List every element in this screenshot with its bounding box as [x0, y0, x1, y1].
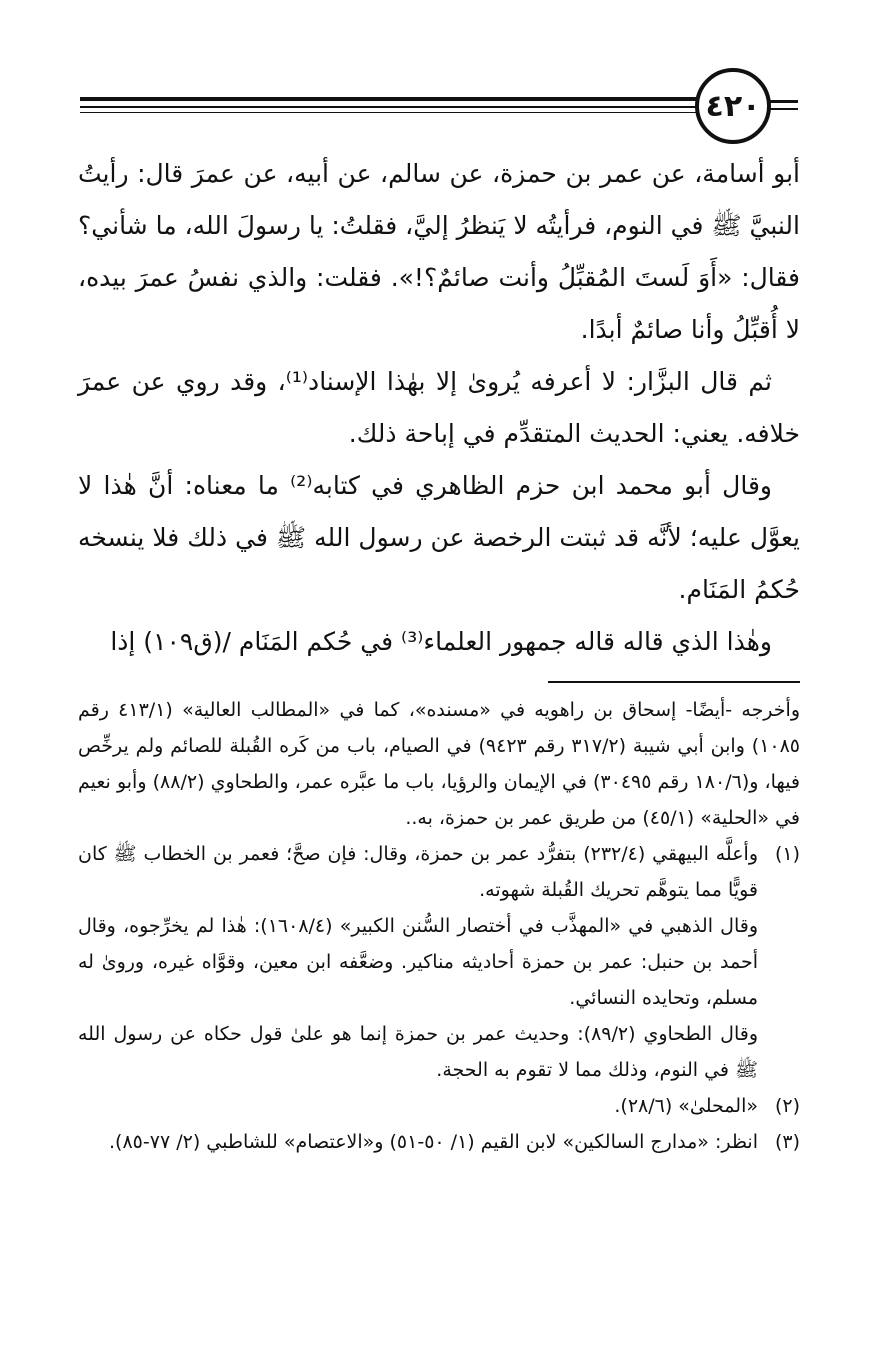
footnote-number: (٢): [774, 1095, 800, 1117]
footnote-number: (٣): [774, 1131, 800, 1153]
footnote-text: وأعلَّه البيهقي (٢٣٢/٤) بتفرُّد عمر بن حمزة، وقال: فإن صحَّ؛ فعمر بن الخطاب ﷺ كان قويًّا مما يتوهَّم تحريك القُبلة شهوته.: [78, 843, 759, 901]
footnote-3: [78, 1124, 800, 1160]
header-rule-right: [770, 100, 798, 103]
header-rule-thin: [80, 112, 700, 113]
paragraph: وهٰذا الذي قاله قاله جمهور العلماء⁽³⁾ في حُكم المَنَام /(ق١٠٩) إذا: [110, 627, 772, 656]
paragraph: أبو أسامة، عن عمر بن حمزة، عن سالم، عن أبيه، عن عمرَ قال: رأيتُ النبيَّ ﷺ في النوم، فرأيتُه لا يَنظرُ إليَّ، فقلتُ: يا رسولَ الله، ما شأني؟ فقال: «أَوَ لَستَ المُقبِّلُ وأنت صائمٌ؟!». فقلت: والذي نفسُ عمرَ بيده، لا أُقبِّلُ وأنا صائمٌ أبدًا.: [78, 159, 800, 344]
page-number-badge: [695, 68, 771, 144]
footnote-divider: [548, 681, 800, 683]
footnote-continuation: وقال الذهبي في «المهذَّب في أختصار السُّنن الكبير» (١٦٠٨/٤): هٰذا لم يخرِّجوه، وقال أحمد بن حنبل: عمر بن حمزة أحاديثه مناكير. وضعَّفه ابن معين، وقوَّاه غيره، وروىٰ له مسلم، وتحايده النسائي.: [78, 915, 758, 1009]
paragraph: ثم قال البزَّار: لا أعرفه يُروىٰ إلا بهٰذا الإسناد⁽¹⁾، وقد روي عن عمرَ خلافه. يعني: الحديث المتقدِّم في إباحة ذلك.: [78, 367, 800, 448]
footnotes: [78, 692, 800, 1160]
footnote-continuation: وقال الطحاوي (٨٩/٢): وحديث عمر بن حمزة إنما هو علىٰ قول حكاه عن رسول الله ﷺ في النوم، وذلك مما لا تقوم به الحجة.: [78, 1023, 758, 1081]
footnote-1: [78, 836, 800, 908]
paragraph: وقال أبو محمد ابن حزم الظاهري في كتابه⁽²⁾ ما معناه: أنَّ هٰذا لا يعوَّل عليه؛ لأنَّه قد ثبتت الرخصة عن رسول الله ﷺ في ذلك فلا ينسخه حُكمُ المَنَام.: [78, 471, 800, 604]
footnote-2: [78, 1088, 800, 1124]
footnote-number: (١): [774, 843, 800, 865]
footnote-intro: وأخرجه -أيضًا- إسحاق بن راهويه في «مسنده»، كما في «المطالب العالية» (٤١٣/١ رقم ١٠٨٥) وابن أبي شيبة (٣١٧/٢ رقم ٩٤٢٣) في الصيام، باب من كَره القُبلة للصائم ولم يرخِّص فيها، و(١٨٠/٦ رقم ٣٠٤٩٥) في الإيمان والرؤيا، باب ما عبَّره عمر، والطحاوي (٨٨/٢) وأبو نعيم في «الحلية» (٤٥/١) من طريق عمر بن حمزة، به..: [78, 699, 801, 829]
main-text: [78, 148, 800, 668]
footnote-text: «المحلىٰ» (٢٨/٦).: [614, 1095, 758, 1117]
page-number: ٤٢٠: [705, 88, 761, 124]
footnote-text: انظر: «مدارج السالكين» لابن القيم (١/ ٥٠-٥١) و«الاعتصام» للشاطبي (٢/ ٧٧-٨٥).: [109, 1131, 758, 1153]
header-rule-right-thin: [770, 108, 798, 110]
header-rule-medium: [80, 106, 700, 108]
page-header: [0, 0, 873, 150]
header-rule-thick: [80, 97, 700, 101]
